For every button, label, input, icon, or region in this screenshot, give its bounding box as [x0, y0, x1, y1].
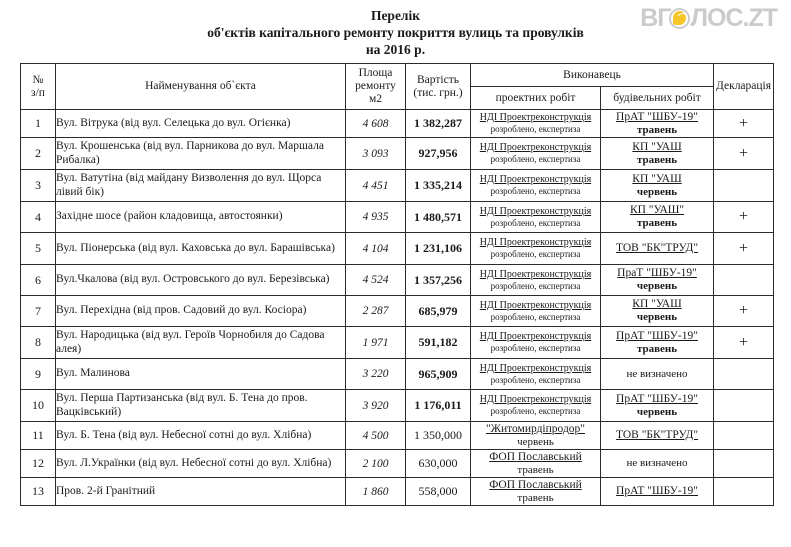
row-declaration: + — [714, 296, 774, 327]
header-declaration: Декларація — [714, 64, 774, 110]
header-executor: Виконавець — [471, 64, 714, 87]
row-area: 2 287 — [346, 296, 406, 327]
row-object-name: Вул. Б. Тена (від вул. Небесної сотні до вул. Хлібна) — [56, 422, 346, 450]
row-cost: 1 350,000 — [406, 422, 471, 450]
header-design-works: проектних робіт — [471, 87, 601, 110]
row-design-works — [471, 390, 601, 422]
row-area: 4 104 — [346, 233, 406, 265]
table-header — [21, 64, 774, 110]
row-construction-works — [601, 327, 714, 359]
table-row — [21, 450, 774, 478]
watermark-text-after: ЛОС.ZT — [690, 4, 777, 32]
row-area: 4 524 — [346, 265, 406, 296]
header-object-name: Найменування об`єкта — [56, 64, 346, 110]
construction-works-company: ТОВ "БК"ТРУД" — [615, 429, 699, 441]
row-number: 11 — [21, 422, 56, 450]
construction-works-month: травень — [636, 342, 678, 355]
row-object-name: Вул.Чкалова (від вул. Островського до вул. Березівська) — [56, 265, 346, 296]
title-line-2: об'єктів капітального ремонту покриття вулиць та провулків — [207, 25, 584, 40]
row-number: 7 — [21, 296, 56, 327]
construction-works-month: червень — [636, 405, 678, 418]
row-cost: 1 231,106 — [406, 233, 471, 265]
row-declaration — [714, 422, 774, 450]
table-row — [21, 110, 774, 138]
table-row — [21, 138, 774, 170]
row-design-works — [471, 233, 601, 265]
repair-objects-table — [20, 63, 774, 506]
construction-works-company: не визначено — [626, 457, 688, 469]
row-declaration — [714, 170, 774, 202]
header-area-line1: Площа — [358, 67, 393, 79]
construction-works-company: ПрАТ "ШБУ-19" — [616, 485, 698, 497]
construction-works-month: травень — [636, 217, 678, 229]
row-number: 8 — [21, 327, 56, 359]
table-row — [21, 202, 774, 233]
row-cost: 965,909 — [406, 359, 471, 390]
design-works-status: червень — [517, 436, 554, 448]
row-cost: 1 176,011 — [406, 390, 471, 422]
row-cost: 630,000 — [406, 450, 471, 478]
row-object-name: Вул. Піонерська (від вул. Каховська до вул. Барашівська) — [56, 233, 346, 265]
row-design-works — [471, 327, 601, 359]
design-works-company: ФОП Пославський — [489, 479, 582, 491]
row-area: 1 860 — [346, 478, 406, 506]
row-cost: 1 357,256 — [406, 265, 471, 296]
design-works-status: розроблено, експертиза — [490, 154, 581, 164]
header-area-line2: ремонту — [355, 80, 396, 92]
row-declaration — [714, 359, 774, 390]
row-design-works — [471, 138, 601, 170]
row-number: 6 — [21, 265, 56, 296]
row-area: 3 093 — [346, 138, 406, 170]
row-cost: 685,979 — [406, 296, 471, 327]
header-cost — [406, 64, 471, 110]
row-construction-works — [601, 450, 714, 478]
row-design-works — [471, 450, 601, 478]
design-works-status: розроблено, експертиза — [490, 249, 581, 259]
row-declaration: + — [714, 233, 774, 265]
row-area: 4 451 — [346, 170, 406, 202]
row-design-works — [471, 265, 601, 296]
row-cost: 1 382,287 — [406, 110, 471, 138]
table-header-row-1 — [21, 64, 774, 87]
construction-works-month: травень — [636, 153, 678, 166]
row-declaration — [714, 390, 774, 422]
design-works-company: НДІ Проектреконструкція — [479, 237, 592, 248]
row-design-works — [471, 110, 601, 138]
title-line-3: на 2016 р. — [365, 42, 426, 57]
row-object-name: Пров. 2-й Гранітний — [56, 478, 346, 506]
row-object-name: Західне шосе (район кладовища, автостоянки) — [56, 202, 346, 233]
construction-works-company: ПрАТ "ШБУ-19" — [616, 329, 698, 342]
design-works-status: травень — [517, 492, 554, 504]
row-cost: 558,000 — [406, 478, 471, 506]
row-design-works — [471, 170, 601, 202]
row-declaration: + — [714, 110, 774, 138]
table-row — [21, 390, 774, 422]
construction-works-company: КП "УАШ — [632, 140, 682, 153]
header-cost-line2: (тис. грн.) — [413, 86, 463, 99]
design-works-company: НДІ Проектреконструкція — [479, 299, 592, 311]
header-construction-works: будівельних робіт — [601, 87, 714, 110]
construction-works-company: не визначено — [626, 367, 688, 380]
row-declaration: + — [714, 202, 774, 233]
row-number: 3 — [21, 170, 56, 202]
construction-works-company: КП "УАШ — [632, 172, 682, 185]
row-object-name: Вул. Крошенська (від вул. Парникова до вул. Маршала Рибалка) — [56, 138, 346, 170]
header-area — [346, 64, 406, 110]
row-construction-works — [601, 359, 714, 390]
design-works-company: НДІ Проектреконструкція — [479, 331, 592, 342]
design-works-company: НДІ Проектреконструкція — [479, 394, 592, 405]
watermark-text-before: ВГ — [640, 4, 671, 32]
design-works-company: НДІ Проектреконструкція — [479, 268, 592, 280]
design-works-status: розроблено, експертиза — [490, 280, 581, 291]
repair-objects-table-wrapper — [20, 63, 773, 506]
row-number: 1 — [21, 110, 56, 138]
design-works-company: ФОП Пославський — [489, 451, 582, 463]
table-body — [21, 110, 774, 506]
construction-works-month: травень — [636, 123, 678, 136]
page-title — [76, 0, 716, 58]
row-construction-works — [601, 478, 714, 506]
row-declaration — [714, 478, 774, 506]
row-area: 4 500 — [346, 422, 406, 450]
row-construction-works — [601, 110, 714, 138]
row-cost: 1 480,571 — [406, 202, 471, 233]
construction-works-company: ПрАТ "ШБУ-19" — [616, 392, 698, 405]
construction-works-month: червень — [636, 311, 678, 323]
row-construction-works — [601, 233, 714, 265]
row-object-name: Вул. Ватутіна (від майдану Визволення до вул. Щорса лівий бік) — [56, 170, 346, 202]
row-design-works — [471, 422, 601, 450]
row-design-works — [471, 296, 601, 327]
row-design-works — [471, 478, 601, 506]
table-row — [21, 359, 774, 390]
table-row — [21, 233, 774, 265]
construction-works-company: КП "УАШ" — [629, 204, 685, 216]
row-object-name: Вул. Л.Українки (від вул. Небесної сотні до вул. Хлібна) — [56, 450, 346, 478]
row-area: 1 971 — [346, 327, 406, 359]
table-row — [21, 296, 774, 327]
header-number-line2: з/п — [31, 86, 45, 99]
header-number — [21, 64, 56, 110]
table-row — [21, 265, 774, 296]
title-line-1: Перелік — [370, 8, 421, 23]
design-works-status: розроблено, експертиза — [490, 311, 581, 322]
design-works-status: розроблено, експертиза — [490, 343, 581, 353]
row-declaration: + — [714, 138, 774, 170]
construction-works-company: КП "УАШ — [632, 298, 682, 310]
table-row — [21, 478, 774, 506]
table-row — [21, 327, 774, 359]
row-area: 2 100 — [346, 450, 406, 478]
row-number: 2 — [21, 138, 56, 170]
design-works-status: розроблено, експертиза — [490, 374, 581, 385]
row-area: 4 935 — [346, 202, 406, 233]
row-area: 4 608 — [346, 110, 406, 138]
construction-works-month: червень — [636, 280, 678, 292]
row-object-name: Вул. Вітрука (від вул. Селецька до вул. Огієнка) — [56, 110, 346, 138]
row-number: 4 — [21, 202, 56, 233]
row-object-name: Вул. Малинова — [56, 359, 346, 390]
construction-works-month: червень — [636, 185, 678, 198]
row-number: 9 — [21, 359, 56, 390]
design-works-status: розроблено, експертиза — [490, 124, 581, 134]
design-works-status: розроблено, експертиза — [490, 186, 581, 196]
header-number-line1: № — [32, 73, 44, 86]
design-works-company: НДІ Проектреконструкція — [479, 205, 592, 217]
row-number: 12 — [21, 450, 56, 478]
row-construction-works — [601, 138, 714, 170]
row-object-name: Вул. Народицька (від вул. Героїв Чорнобиля до Садова алея) — [56, 327, 346, 359]
row-declaration: + — [714, 327, 774, 359]
row-declaration — [714, 450, 774, 478]
row-number: 13 — [21, 478, 56, 506]
row-area: 3 920 — [346, 390, 406, 422]
construction-works-company: ПраТ "ШБУ-19" — [617, 267, 697, 279]
design-works-company: НДІ Проектреконструкція — [479, 362, 592, 374]
sun-wave-icon — [668, 7, 692, 31]
row-construction-works — [601, 170, 714, 202]
construction-works-company: ТОВ "БК"ТРУД" — [615, 242, 699, 254]
design-works-company: "Житомирдіпродор" — [485, 423, 585, 435]
row-number: 5 — [21, 233, 56, 265]
row-cost: 1 335,214 — [406, 170, 471, 202]
row-object-name: Вул. Перехідна (від пров. Садовий до вул. Косіора) — [56, 296, 346, 327]
row-construction-works — [601, 265, 714, 296]
construction-works-company: ПрАТ "ШБУ-19" — [616, 110, 698, 123]
table-row — [21, 422, 774, 450]
design-works-company: НДІ Проектреконструкція — [479, 174, 592, 185]
row-construction-works — [601, 296, 714, 327]
row-cost: 927,956 — [406, 138, 471, 170]
row-object-name: Вул. Перша Партизанська (від вул. Б. Тена до пров. Вацківський) — [56, 390, 346, 422]
vgolos-zt-logo — [640, 4, 777, 33]
design-works-status: розроблено, експертиза — [490, 217, 581, 228]
design-works-status: травень — [517, 464, 554, 476]
design-works-company: НДІ Проектреконструкція — [479, 112, 592, 123]
row-declaration — [714, 265, 774, 296]
table-row — [21, 170, 774, 202]
row-number: 10 — [21, 390, 56, 422]
header-area-line3: м2 — [368, 93, 383, 105]
row-cost: 591,182 — [406, 327, 471, 359]
row-design-works — [471, 359, 601, 390]
row-construction-works — [601, 390, 714, 422]
design-works-status: розроблено, експертиза — [490, 406, 581, 416]
row-construction-works — [601, 422, 714, 450]
design-works-company: НДІ Проектреконструкція — [479, 142, 592, 153]
row-design-works — [471, 202, 601, 233]
header-cost-line1: Вартість — [417, 73, 459, 86]
row-construction-works — [601, 202, 714, 233]
row-area: 3 220 — [346, 359, 406, 390]
